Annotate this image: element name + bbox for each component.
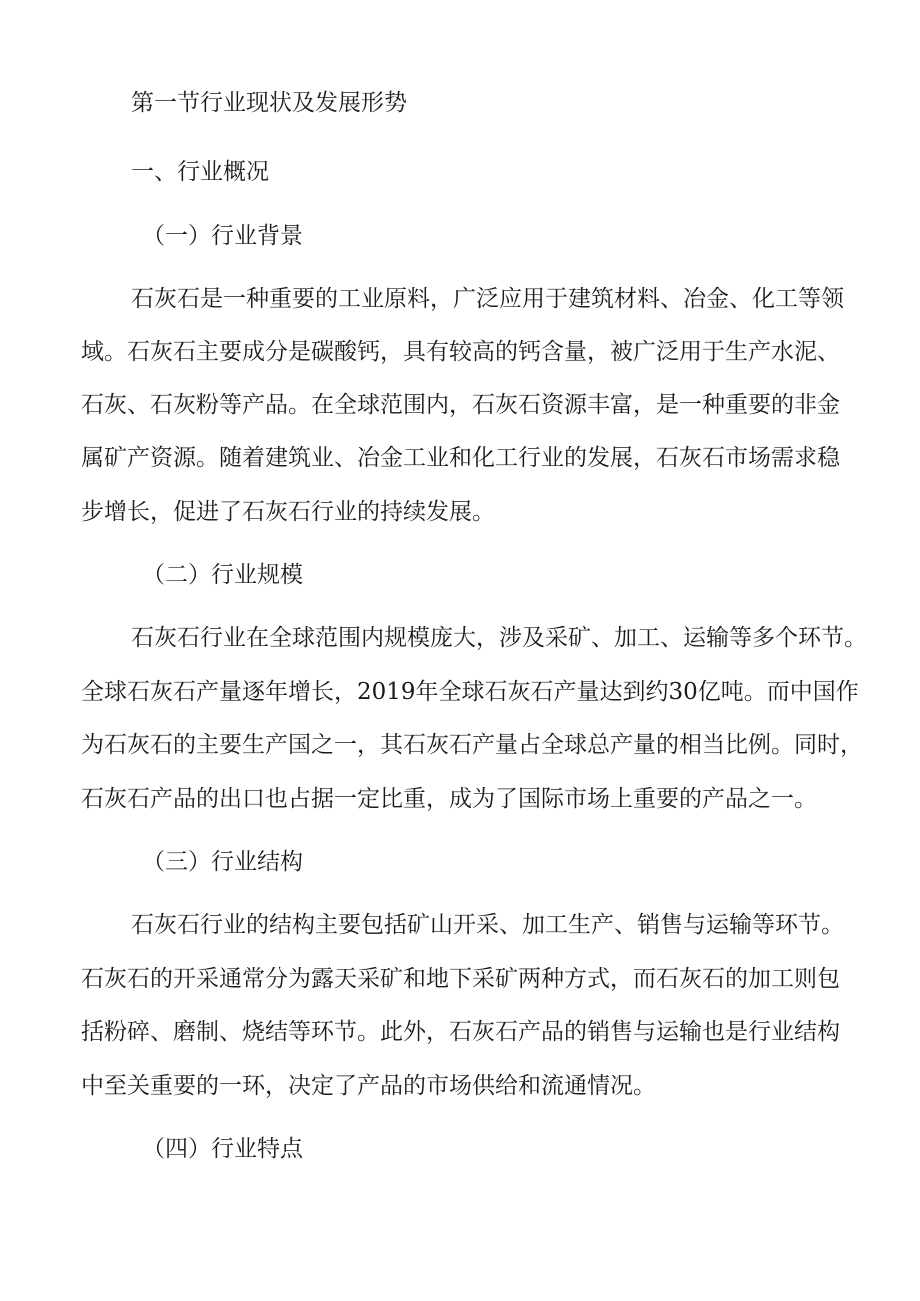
paragraph-line: 石灰石行业在全球范围内规模庞大，涉及采矿、加工、运输等多个环节。 <box>131 625 867 651</box>
section-title: 第一节行业现状及发展形势 <box>131 90 407 116</box>
paragraph-line: 石灰石行业的结构主要包括矿山开采、加工生产、销售与运输等环节。 <box>131 912 844 938</box>
paragraph-line: 全球石灰石产量逐年增长，2019年全球石灰石产量达到约30亿吨。而中国作 <box>81 679 859 705</box>
paragraph-line: 石灰石产品的出口也占据一定比重，成为了国际市场上重要的产品之一。 <box>81 786 817 812</box>
paragraph-line: 石灰石的开采通常分为露天采矿和地下采矿两种方式，而石灰石的加工则包 <box>81 966 840 992</box>
chapter-heading: 一、行业概况 <box>131 159 269 185</box>
subsection-heading-scale: （二）行业规模 <box>142 562 303 588</box>
paragraph-line: 域。石灰石主要成分是碳酸钙，具有较高的钙含量，被广泛用于生产水泥、 <box>81 339 840 365</box>
subsection-heading-structure: （三）行业结构 <box>142 849 303 875</box>
subsection-heading-features: （四）行业特点 <box>142 1136 303 1162</box>
paragraph-line: 为石灰石的主要生产国之一，其石灰石产量占全球总产量的相当比例。同时， <box>81 732 863 758</box>
paragraph-line: 石灰、石灰粉等产品。在全球范围内，石灰石资源丰富，是一种重要的非金 <box>81 392 840 418</box>
subsection-heading-background: （一）行业背景 <box>142 223 303 249</box>
paragraph-line: 属矿产资源。随着建筑业、冶金工业和化工行业的发展，石灰石市场需求稳 <box>81 445 840 471</box>
paragraph-line: 步增长，促进了石灰石行业的持续发展。 <box>81 499 495 525</box>
paragraph-line: 中至关重要的一环，决定了产品的市场供给和流通情况。 <box>81 1073 656 1099</box>
paragraph-line: 石灰石是一种重要的工业原料，广泛应用于建筑材料、冶金、化工等领 <box>131 286 844 312</box>
paragraph-line: 括粉碎、磨制、烧结等环节。此外，石灰石产品的销售与运输也是行业结构 <box>81 1019 840 1045</box>
